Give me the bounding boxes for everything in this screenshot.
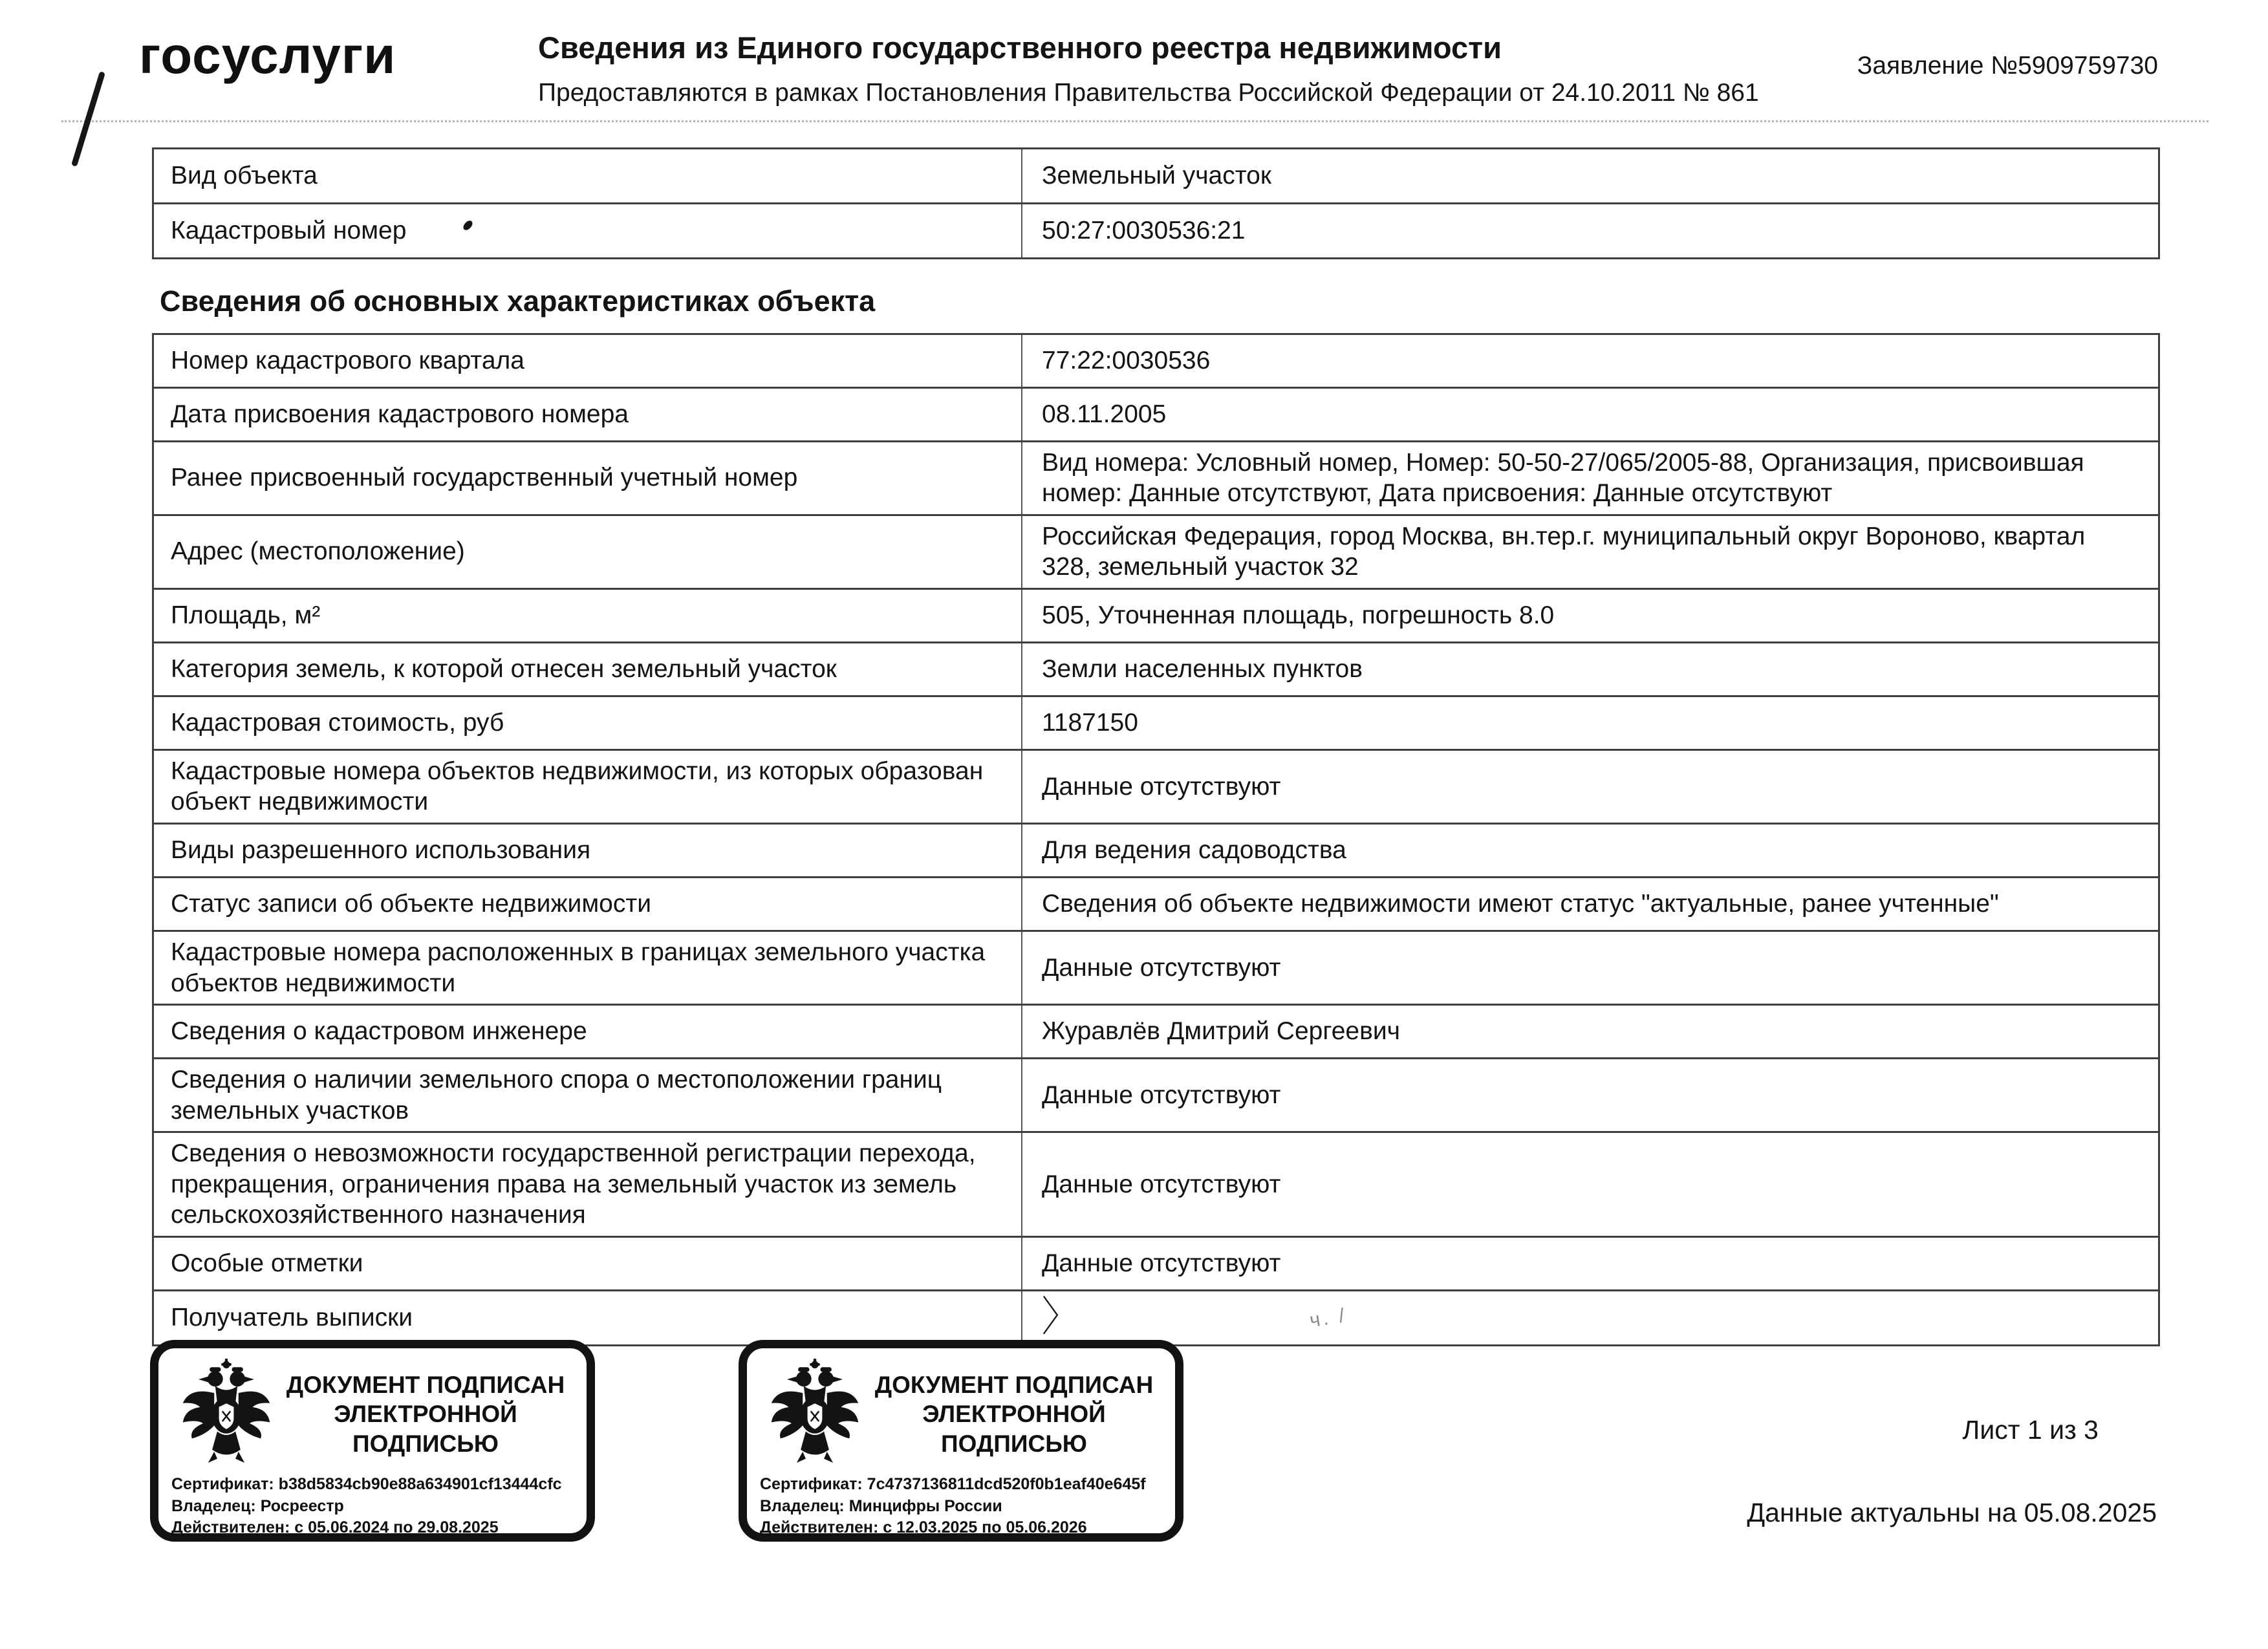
table-row: [154, 751, 2158, 824]
table-row: [154, 335, 2158, 389]
row-label: Получатель выписки: [154, 1291, 1022, 1344]
row-value: Для ведения садоводства: [1042, 836, 1346, 865]
stamp-certificate: Сертификат: b38d5834cb90e88a634901cf13444cfc: [171, 1475, 562, 1493]
table-row: [154, 697, 2158, 751]
table-row: [154, 824, 2158, 878]
stamp-validity: Действителен: с 12.03.2025 по 05.06.2026: [760, 1518, 1087, 1536]
document-body: [152, 147, 2160, 1346]
double-headed-eagle-icon: [175, 1359, 277, 1470]
stamp-validity: Действителен: с 05.06.2024 по 29.08.2025: [171, 1518, 499, 1536]
row-label: Виды разрешенного использования: [154, 824, 1022, 876]
handwritten-scribble: ч. /: [1308, 1303, 1349, 1332]
table-row: [154, 1006, 2158, 1059]
row-value: Земельный участок: [1042, 162, 1271, 190]
row-value: Земли населенных пунктов: [1042, 655, 1363, 684]
row-value: Данные отсутствуют: [1042, 1081, 1281, 1109]
table-row: [154, 1291, 2158, 1346]
row-value: Данные отсутствуют: [1042, 772, 1281, 801]
row-value: Данные отсутствуют: [1042, 953, 1281, 982]
table-row: [154, 149, 2158, 204]
row-label: Сведения о наличии земельного спора о местоположении границ земельных участков: [154, 1059, 1022, 1131]
gosuslugi-logo: госуслуги: [139, 27, 396, 84]
row-label: Сведения о кадастровом инженере: [154, 1006, 1022, 1057]
row-label: Кадастровые номера расположенных в границах земельного участка объектов недвижимости: [154, 932, 1022, 1004]
table-row: [154, 932, 2158, 1006]
row-label: Категория земель, к которой отнесен земельный участок: [154, 643, 1022, 695]
row-label: Кадастровые номера объектов недвижимости, из которых образован объект недвижимости: [154, 751, 1022, 823]
row-label: Вид объекта: [154, 149, 1022, 202]
document-title: Сведения из Единого государственного реестра недвижимости: [538, 30, 1502, 65]
section-title: Сведения об основных характеристиках объекта: [160, 285, 876, 318]
row-value: Сведения об объекте недвижимости имеют статус "актуальные, ранее учтенные": [1042, 890, 1999, 918]
table-row: [154, 442, 2158, 516]
table-row: [154, 1238, 2158, 1291]
row-value: Данные отсутствуют: [1042, 1249, 1281, 1278]
document-subtitle: Предоставляются в рамках Постановления Правительства Российской Федерации от 24.10.2011 № 861: [538, 78, 1759, 107]
row-label: Особые отметки: [154, 1238, 1022, 1289]
row-value: 77:22:0030536: [1042, 346, 1211, 374]
main-characteristics-table: [152, 333, 2160, 1346]
signature-stamp: [150, 1340, 595, 1542]
signature-stamp: [739, 1340, 1183, 1542]
row-label: Статус записи об объекте недвижимости: [154, 878, 1022, 930]
data-actual-date: Данные актуальны на 05.08.2025: [1747, 1498, 2157, 1527]
table-row: [154, 878, 2158, 932]
double-headed-eagle-icon: [764, 1359, 866, 1470]
row-value: Журавлёв Дмитрий Сергеевич: [1042, 1017, 1400, 1046]
table-row: [154, 516, 2158, 590]
table-row: [154, 204, 2158, 259]
table-row: [154, 1133, 2158, 1238]
table-row: [154, 590, 2158, 643]
application-number: Заявление №5909759730: [1857, 52, 2158, 80]
row-label: Кадастровая стоимость, руб: [154, 697, 1022, 749]
stamp-owner: Владелец: Минцифры России: [760, 1496, 1002, 1515]
row-value: 505, Уточненная площадь, погрешность 8.0: [1042, 601, 1555, 630]
stamp-certificate: Сертификат: 7c4737136811dcd520f0b1eaf40e645f: [760, 1475, 1146, 1493]
pen-stroke-mark: [71, 71, 105, 167]
table-row: [154, 389, 2158, 442]
row-label: Дата присвоения кадастрового номера: [154, 389, 1022, 440]
object-info-table: [152, 147, 2160, 259]
page-number: Лист 1 из 3: [1962, 1415, 2099, 1445]
row-value: 50:27:0030536:21: [1042, 217, 1246, 245]
row-label: Адрес (местоположение): [154, 516, 1022, 588]
row-label: Ранее присвоенный государственный учетный номер: [154, 442, 1022, 514]
row-value: [1022, 1291, 2158, 1344]
recipient-redaction-mark: 〉: [1042, 1294, 1077, 1341]
stamp-owner: Владелец: Росреестр: [171, 1496, 344, 1515]
row-label: Номер кадастрового квартала: [154, 335, 1022, 387]
row-value: Российская Федерация, город Москва, вн.тер.г. муниципальный округ Вороново, квартал 328, земельный участок 32: [1042, 522, 2086, 581]
table-row: [154, 643, 2158, 697]
scan-artifact-line: [61, 120, 2209, 122]
row-value: Вид номера: Условный номер, Номер: 50-50-27/065/2005-88, Организация, присвоившая номер: Данные отсутствуют, Дата присвоения: Данные отсутствуют: [1042, 448, 2084, 508]
row-label: Сведения о невозможности государственной регистрации перехода, прекращения, ограничения права на земельный участок из земель сельскохозяйственного назначения: [154, 1133, 1022, 1236]
row-label: Площадь, м²: [154, 590, 1022, 641]
row-value: 1187150: [1042, 709, 1138, 737]
document-header: [538, 31, 1831, 108]
stamp-title: ДОКУМЕНТ ПОДПИСАН ЭЛЕКТРОННОЙ ПОДПИСЬЮ: [874, 1372, 1154, 1457]
row-value: 08.11.2005: [1042, 400, 1167, 428]
table-row: [154, 1059, 2158, 1133]
row-label: Кадастровый номер: [154, 204, 1022, 257]
stamp-title: ДОКУМЕНТ ПОДПИСАН ЭЛЕКТРОННОЙ ПОДПИСЬЮ: [286, 1372, 565, 1457]
row-value: Данные отсутствуют: [1042, 1170, 1281, 1198]
